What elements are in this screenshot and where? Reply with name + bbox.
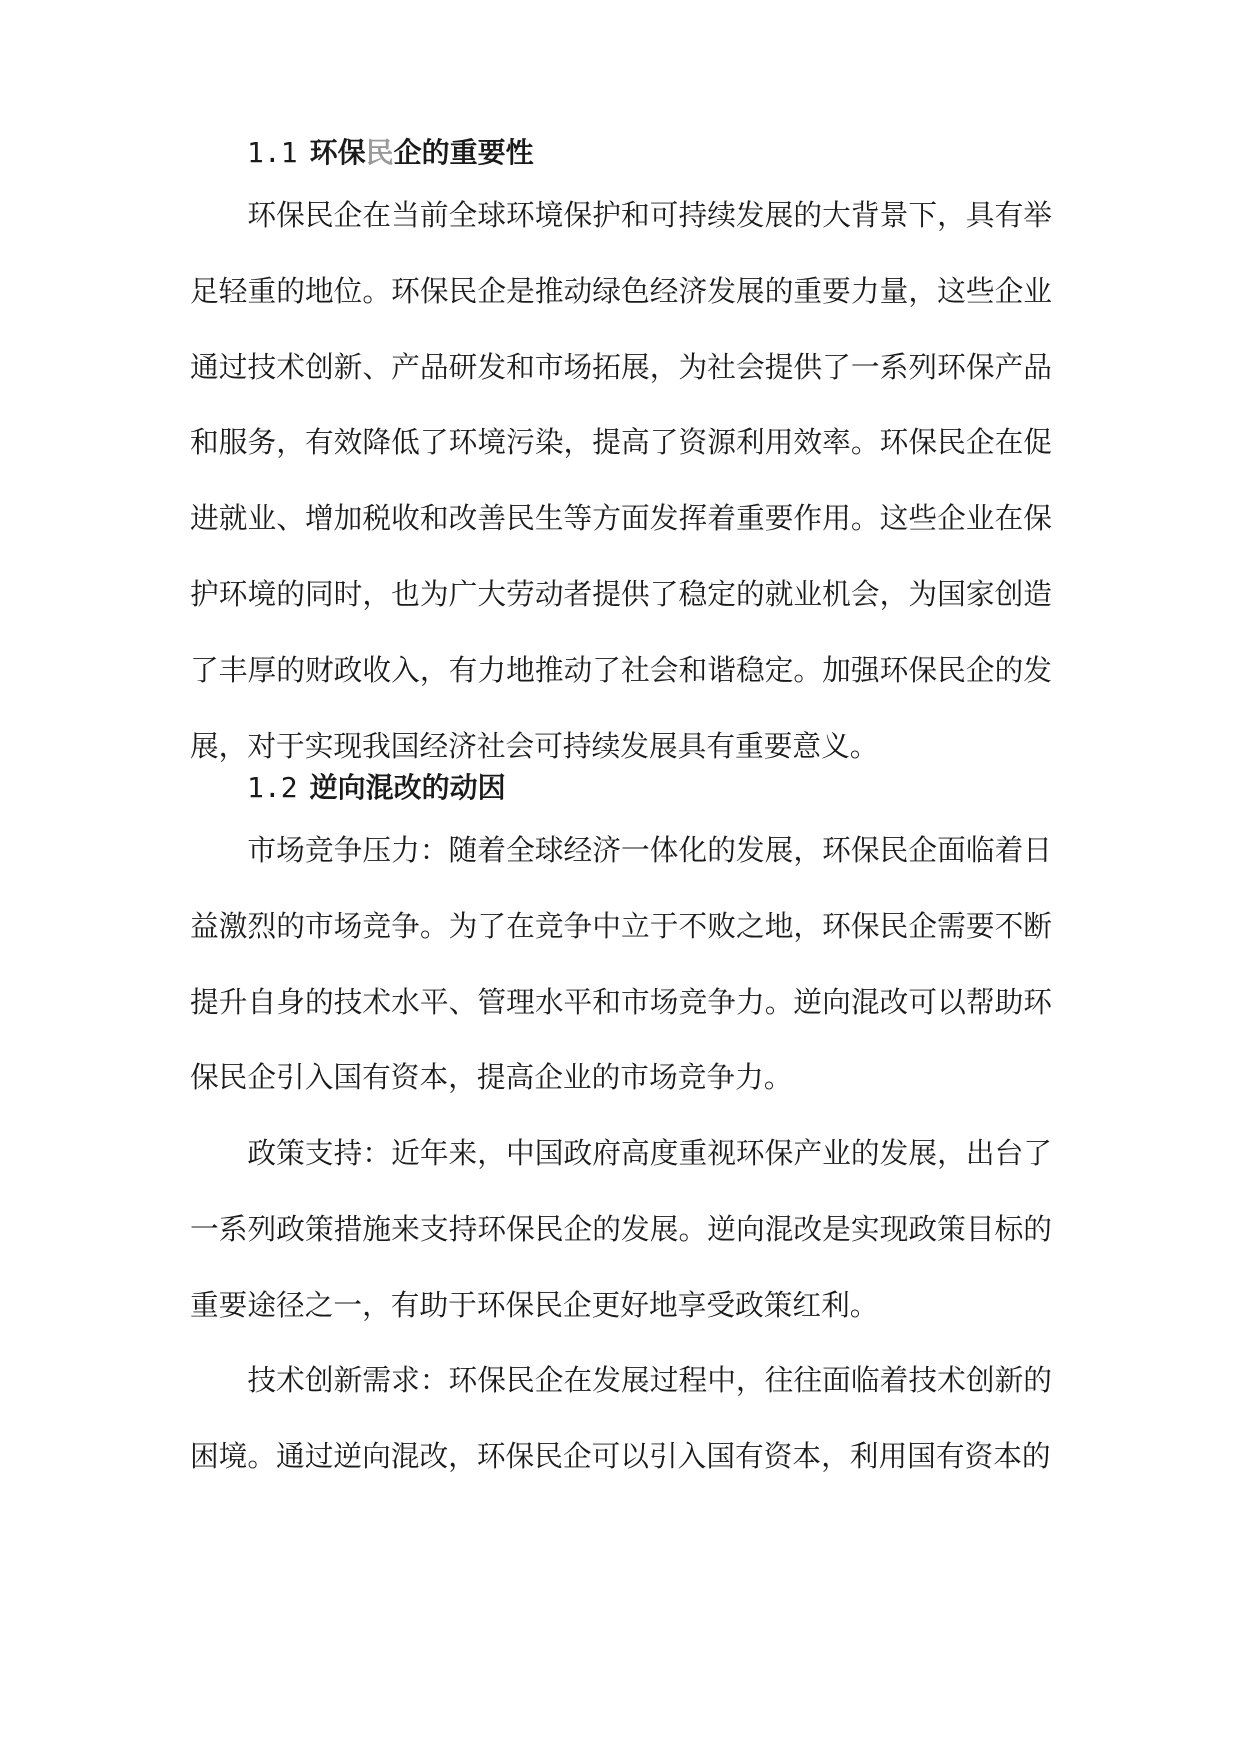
- paragraph-tech-innovation: 技术创新需求：环保民企在发展过程中，往往面临着技术创新的困境。通过逆向混改，环保民企可以引入国有资本，利用国有资本的: [190, 1363, 1052, 1473]
- paragraph-market-competition: 市场竞争压力：随着全球经济一体化的发展，环保民企面临着日益激烈的市场竞争。为了在竞争中立于不败之地，环保民企需要不断提升自身的技术水平、管理水平和市场竞争力。逆向混改可以帮助环保民企引入国有资本，提高企业的市场竞争力。: [190, 833, 1052, 1095]
- section-number: 1.2: [247, 771, 298, 804]
- section-heading-1-1: [247, 133, 1097, 173]
- section-number: 1.1: [247, 136, 298, 169]
- section-title-part: 企的重要性: [393, 136, 534, 169]
- section-title-highlight: 民: [365, 136, 394, 169]
- paragraph-importance: 环保民企在当前全球环境保护和可持续发展的大背景下，具有举足轻重的地位。环保民企是推动绿色经济发展的重要力量，这些企业通过技术创新、产品研发和市场拓展，为社会提供了一系列环保产品和服务，有效降低了环境污染，提高了资源利用效率。环保民企在促进就业、增加税收和改善民生等方面发挥着重要作用。这些企业在保护环境的同时，也为广大劳动者提供了稳定的就业机会，为国家创造了丰厚的财政收入，有力地推动了社会和谐稳定。加强环保民企的发展，对于实现我国经济社会可持续发展具有重要意义。: [190, 198, 1052, 763]
- section-heading-1-2: [247, 768, 1097, 808]
- section-title: 逆向混改的动因: [309, 771, 506, 804]
- section-title-part: 环保: [309, 136, 366, 169]
- paragraph-policy-support: 政策支持：近年来，中国政府高度重视环保产业的发展，出台了一系列政策措施来支持环保民企的发展。逆向混改是实现政策目标的重要途径之一，有助于环保民企更好地享受政策红利。: [190, 1136, 1052, 1322]
